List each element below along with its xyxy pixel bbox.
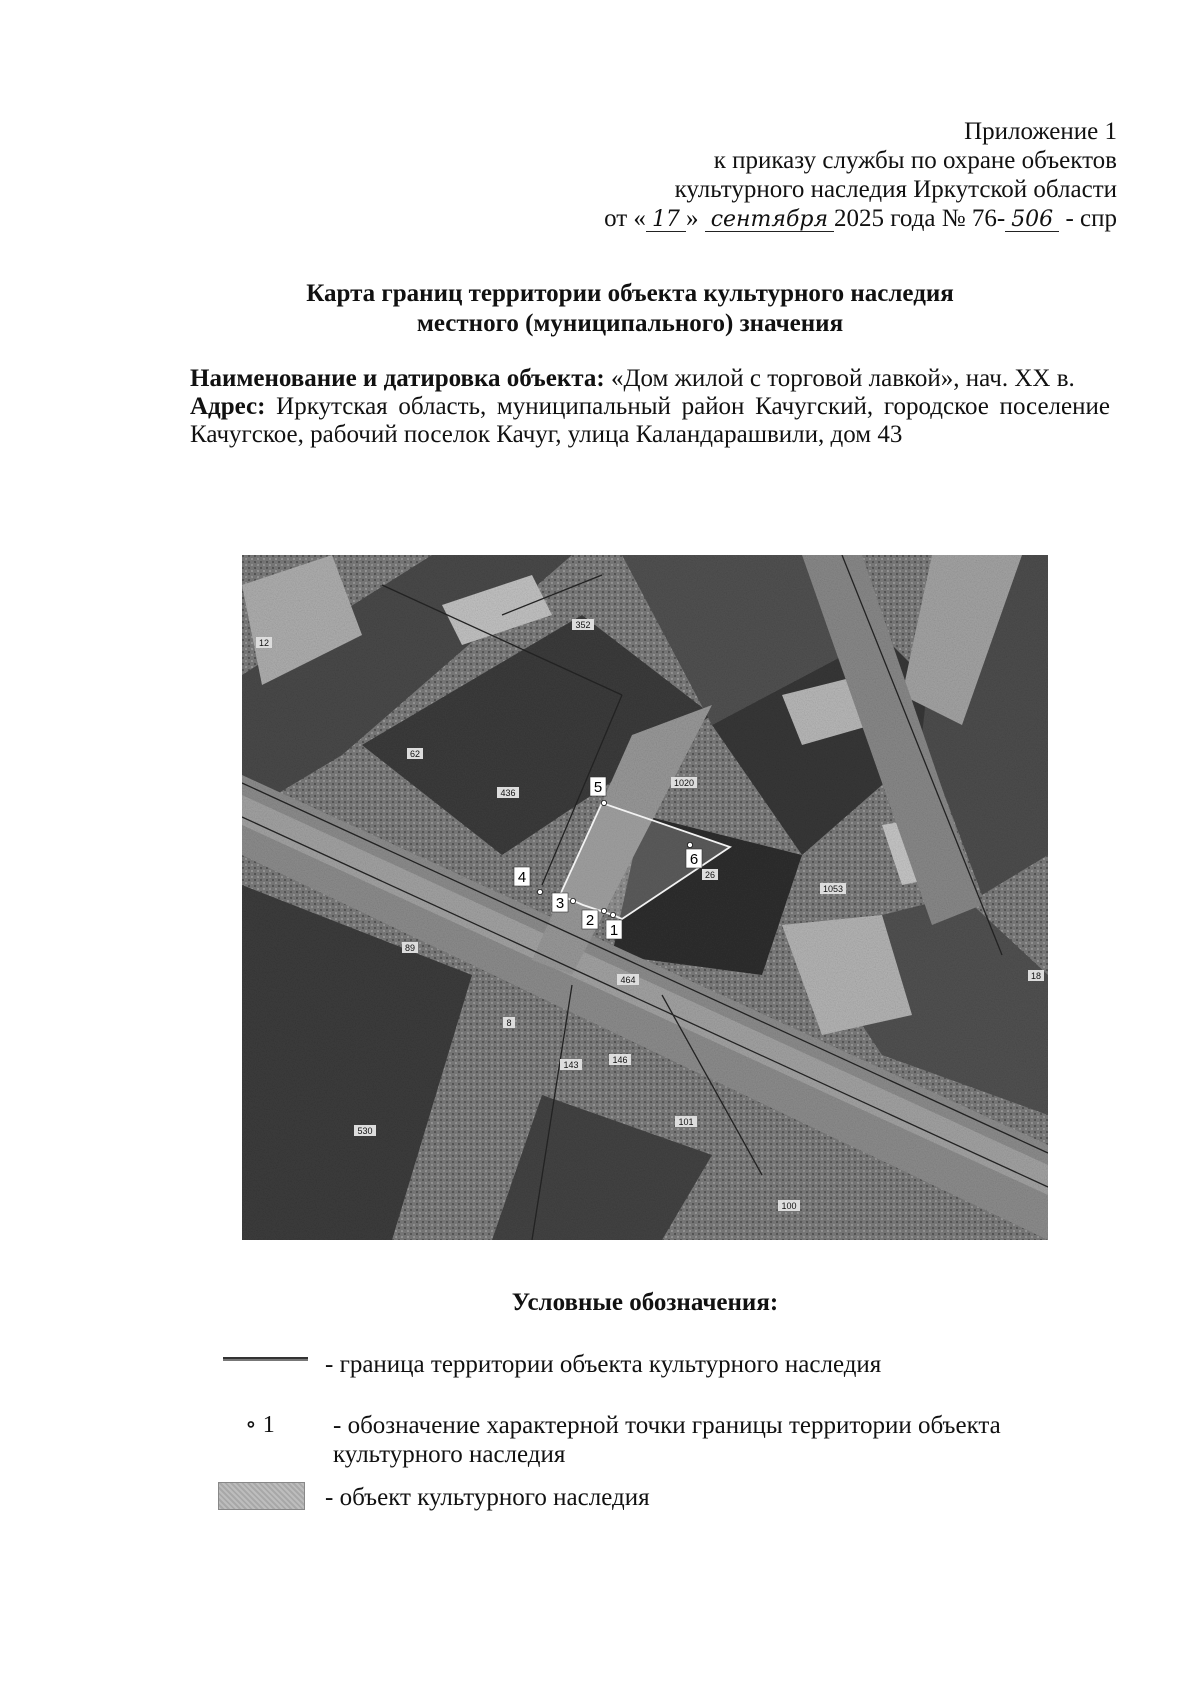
address-label: Адрес: [190, 393, 266, 420]
appendix-header [604, 117, 1117, 233]
parcel-label-1053 [820, 883, 846, 894]
parcel-label-530 [354, 1125, 376, 1136]
object-name [190, 365, 1110, 393]
svg-text:18: 18 [1030, 971, 1042, 981]
parcel-label-464 [617, 974, 639, 985]
year-text: 2025 года № 76- [834, 205, 1006, 232]
legend-boundary-text: - граница территории объекта культурного наследия [325, 1351, 882, 1378]
appendix-line-2: к приказу службы по охране объектов [713, 147, 1117, 174]
svg-text:143: 143 [563, 1060, 579, 1070]
point-label-5 [590, 777, 606, 796]
legend-point-text: - обозначение характерной точки границы территории объекта культурного наследия [333, 1412, 1001, 1468]
boundary-point-1 [610, 912, 615, 917]
svg-text:146: 146 [612, 1055, 628, 1065]
handwritten-month: сентября [705, 209, 834, 232]
svg-text:12: 12 [258, 638, 270, 648]
handwritten-number: 506 [1005, 209, 1059, 232]
legend-title: Условные обозначения: [511, 1289, 779, 1316]
address-value: Иркутская область, муниципальный район Качугский, городское поселение Качугское, рабочий поселок Качуг, улица Каландарашвили, дом 43 [190, 393, 1110, 448]
svg-text:101: 101 [678, 1117, 694, 1127]
boundary-point-5 [601, 800, 606, 805]
legend-boundary-symbol [223, 1357, 308, 1361]
aerial-map [242, 555, 1048, 1240]
appendix-date-line [604, 204, 1117, 233]
parcel-label-1020 [671, 777, 697, 788]
object-name-value: «Дом жилой с торговой лавкой», нач. XX в. [604, 365, 1075, 392]
parcel-label-146 [609, 1054, 631, 1065]
point-label-4 [514, 867, 530, 886]
legend-object-text: - объект культурного наследия [325, 1484, 650, 1511]
boundary-point-4 [537, 889, 542, 894]
parcel-label-62 [407, 748, 423, 759]
point-label-6 [686, 849, 702, 868]
document-title [180, 279, 1080, 339]
parcel-label-100 [778, 1200, 800, 1211]
object-name-label: Наименование и датировка объекта: [190, 365, 605, 392]
point-label-2 [582, 910, 598, 929]
boundary-point-3 [570, 898, 575, 903]
parcel-label-12 [256, 637, 272, 648]
parcel-label-26 [702, 869, 718, 880]
svg-text:1: 1 [609, 922, 619, 939]
title-line-1: Карта границ территории объекта культурного наследия [306, 280, 954, 307]
svg-text:436: 436 [500, 788, 516, 798]
svg-text:26: 26 [704, 870, 716, 880]
date-mid: » [685, 205, 705, 232]
legend-point-symbol: ∘ 1 [245, 1412, 275, 1438]
svg-text:3: 3 [555, 895, 565, 912]
parcel-label-8 [503, 1017, 515, 1028]
handwritten-day: 17 [646, 209, 686, 232]
parcel-label-18 [1028, 970, 1044, 981]
parcel-label-89 [402, 942, 418, 953]
number-suffix: - спр [1059, 205, 1117, 232]
svg-text:1020: 1020 [673, 778, 695, 788]
legend-object-swatch [218, 1482, 305, 1510]
boundary-point-6 [687, 842, 692, 847]
appendix-line-3: культурного наследия Иркутской области [674, 176, 1117, 203]
svg-text:100: 100 [781, 1201, 797, 1211]
date-prefix: от « [604, 205, 646, 232]
boundary-point-2 [601, 908, 606, 913]
svg-text:1053: 1053 [822, 884, 844, 894]
svg-text:352: 352 [575, 620, 591, 630]
svg-text:4: 4 [517, 869, 527, 886]
svg-text:89: 89 [404, 943, 416, 953]
svg-text:6: 6 [689, 851, 699, 868]
object-address [190, 393, 1110, 449]
svg-text:530: 530 [357, 1126, 373, 1136]
point-label-3 [552, 893, 568, 912]
parcel-label-143 [560, 1059, 582, 1070]
svg-text:2: 2 [585, 912, 595, 929]
parcel-label-436 [497, 787, 519, 798]
title-line-2: местного (муниципального) значения [416, 310, 844, 337]
object-description [190, 365, 1110, 449]
map-svg [242, 555, 1048, 1240]
svg-text:5: 5 [593, 779, 603, 796]
svg-text:8: 8 [506, 1018, 512, 1028]
point-label-1 [606, 920, 622, 939]
svg-text:464: 464 [620, 975, 636, 985]
parcel-label-101 [675, 1116, 697, 1127]
appendix-line-1: Приложение 1 [964, 118, 1117, 145]
svg-text:62: 62 [409, 749, 421, 759]
parcel-label-352 [572, 619, 594, 630]
